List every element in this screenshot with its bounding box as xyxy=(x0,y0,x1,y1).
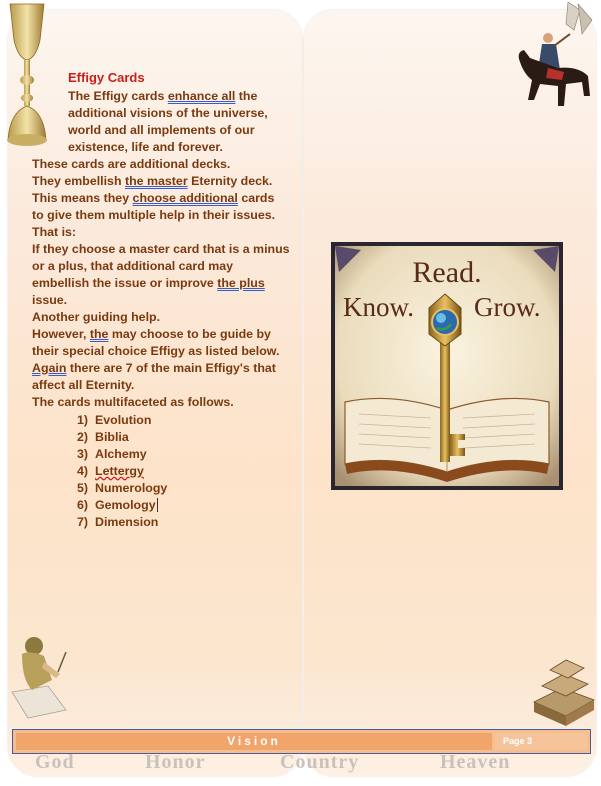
list-item xyxy=(77,429,167,446)
list-number: 4) xyxy=(77,464,89,478)
grammar-underline: enhance all xyxy=(167,89,236,103)
read-know-grow-image xyxy=(331,242,563,490)
list-label: Evolution xyxy=(95,413,152,427)
list-label: Dimension xyxy=(95,515,159,529)
body-fragment: there are 7 of the main Effigy's that xyxy=(66,361,276,375)
poster-grow: Grow. xyxy=(474,292,541,322)
list-number: 6) xyxy=(77,498,89,512)
intro-line xyxy=(68,88,268,105)
list-item xyxy=(77,463,167,480)
list-item xyxy=(77,514,167,531)
body-line: That is: xyxy=(32,225,77,239)
grammar-underline: choose additional xyxy=(132,191,238,205)
body-line: their special choice Effigy as listed below. xyxy=(32,344,280,358)
intro-text: the xyxy=(235,89,258,103)
body-line xyxy=(32,275,294,292)
poster-know: Know. xyxy=(343,292,414,322)
list-number: 7) xyxy=(77,515,89,529)
list-item xyxy=(77,497,167,514)
motto-word: God xyxy=(35,751,75,773)
body-fragment: They embellish xyxy=(32,174,125,188)
body-line: or a plus, that additional card may xyxy=(32,259,234,273)
body-line xyxy=(32,360,294,377)
grammar-underline: the xyxy=(89,327,109,341)
body-fragment: Eternity deck. xyxy=(187,174,273,188)
body-line: These cards are additional decks. xyxy=(32,157,231,171)
list-label: Gemology xyxy=(95,498,156,512)
goblet-icon xyxy=(2,0,52,152)
body-fragment: This means they xyxy=(32,191,133,205)
body-fragment: may choose to be guide by xyxy=(108,327,271,341)
body-line: to give them multiple help in their issues. xyxy=(32,208,276,222)
body-line xyxy=(32,190,294,207)
section-title: Effigy Cards xyxy=(68,70,145,85)
horse-rider-icon xyxy=(508,0,600,132)
list-label: Lettergy xyxy=(95,464,144,478)
body-line xyxy=(32,173,294,190)
motto-word: Heaven xyxy=(440,751,511,773)
motto-word: Country xyxy=(280,751,360,773)
grammar-underline: Again xyxy=(32,361,67,375)
list-label: Alchemy xyxy=(95,447,147,461)
list-number: 1) xyxy=(77,413,89,427)
list-number: 3) xyxy=(77,447,89,461)
body-fragment: embellish the issue or improve xyxy=(32,276,218,290)
list-label: Numerology xyxy=(95,481,168,495)
intro-line: world and all implements of our xyxy=(68,123,255,137)
body-line: issue. xyxy=(32,293,68,307)
body-line: Another guiding help. xyxy=(32,310,161,324)
list-item xyxy=(77,412,167,429)
body-line: The cards multifaceted as follows. xyxy=(32,395,234,409)
body-fragment: However, xyxy=(32,327,90,341)
intro-paragraph xyxy=(68,88,268,156)
footer-page-number: Page 3 xyxy=(495,733,587,750)
list-number: 2) xyxy=(77,430,89,444)
motto-word: Honor xyxy=(145,751,206,773)
body-fragment: cards xyxy=(237,191,275,205)
body-line: affect all Eternity. xyxy=(32,378,135,392)
body-text xyxy=(32,156,294,411)
intro-text: The Effigy cards xyxy=(68,89,168,103)
list-item xyxy=(77,480,167,497)
grammar-underline: the master xyxy=(124,174,188,188)
body-line: If they choose a master card that is a minus xyxy=(32,242,290,256)
body-line xyxy=(32,326,294,343)
scribe-writing-icon xyxy=(8,632,70,722)
intro-line: additional visions of the universe, xyxy=(68,106,268,120)
list-label: Biblia xyxy=(95,430,129,444)
footer-section-title: Vision xyxy=(16,733,492,750)
poster-read: Read. xyxy=(412,256,482,289)
list-number: 5) xyxy=(77,481,89,495)
book-stack-icon xyxy=(528,652,598,728)
effigy-list xyxy=(77,412,167,531)
intro-line: existence, life and forever. xyxy=(68,140,223,154)
list-item xyxy=(77,446,167,463)
grammar-underline: the plus xyxy=(217,276,265,290)
